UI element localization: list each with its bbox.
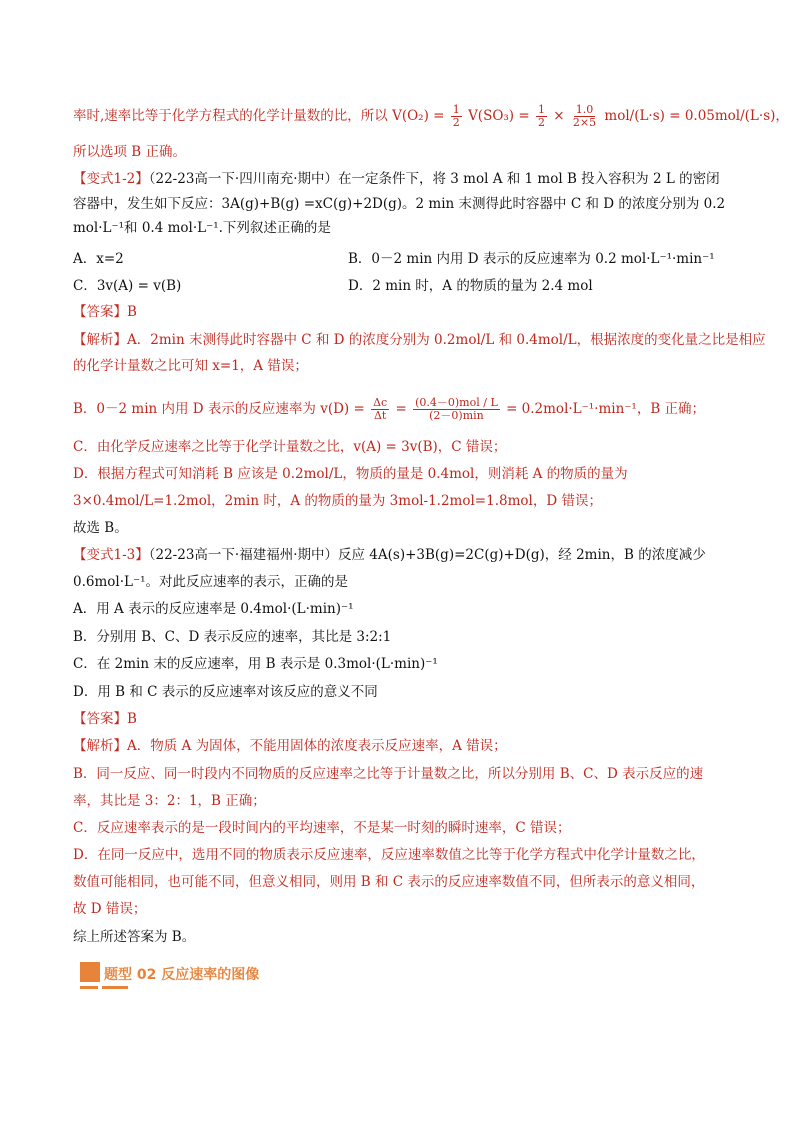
question-line: 【变式1-2】（22-23高一下·四川南充·期中）在一定条件下，将 3 mol A 和 1 mol B 投入容积为 2 L 的密闭 bbox=[73, 171, 720, 187]
question-line: 0.6mol·L⁻¹。对此反应速率的表示，正确的是 bbox=[73, 574, 349, 590]
analysis-line: D．根据方程式可知消耗 B 应该是 0.2mol/L，物质的量是 0.4mol，则消耗 A 的物质的量为 bbox=[73, 466, 628, 482]
section-marker-icon bbox=[80, 962, 100, 982]
question-line: 【变式1-3】（22-23高一下·福建福州·期中）反应 4A(s)+3B(g)=2C(g)+D(g)，经 2min，B 的浓度减少 bbox=[73, 547, 706, 563]
variant-tag: 【变式1-2】 bbox=[73, 171, 149, 187]
analysis-line: B．同一反应、同一时段内不同物质的反应速率之比等于计量数之比，所以分别用 B、C、D 表示反应的速 bbox=[73, 766, 704, 782]
rate-result: mol/(L·s) = 0.05mol/(L·s) bbox=[604, 108, 776, 124]
analysis-tag: 【解析】 bbox=[73, 738, 127, 754]
conclusion-line: 综上所述答案为 B。 bbox=[73, 929, 196, 945]
analysis-line: 率，其比是 3：2：1，B 正确； bbox=[73, 793, 266, 809]
section-number: 02 bbox=[136, 967, 157, 983]
solution-line: 所以选项 B 正确。 bbox=[73, 144, 187, 160]
analysis-line: 3×0.4mol/L=1.2mol，2min 时，A 的物质的量为 3mol-1.2mol=1.8mol，D 错误； bbox=[73, 493, 602, 509]
answer-tag: 【答案】 bbox=[73, 304, 127, 320]
answer-tag: 【答案】 bbox=[73, 711, 127, 727]
variant-tag: 【变式1-3】 bbox=[73, 547, 149, 563]
analysis-tag: 【解析】 bbox=[73, 332, 127, 348]
option-d: D．2 min 时，A 的物质的量为 2.4 mol bbox=[348, 278, 593, 294]
analysis-line: C．由化学反应速率之比等于化学计量数之比，v(A) = 3v(B)，C 错误； bbox=[73, 439, 507, 455]
option-b: B．0－2 min 内用 D 表示的反应速率为 0.2 mol·L⁻¹·min⁻¹ bbox=[348, 251, 715, 267]
analysis-line: 数值可能相同，也可能不同，但意义相同，则用 B 和 C 表示的反应速率数值不同，但所表示的意义相同， bbox=[73, 874, 705, 890]
answer-value: B bbox=[127, 711, 137, 727]
v-o2: V(O₂) bbox=[392, 108, 429, 124]
analysis-line: 【解析】A．2min 末测得此时容器中 C 和 D 的浓度分别为 0.2mol/L 和 0.4mol/L，根据浓度的变化量之比是相应 bbox=[73, 332, 766, 348]
option-c: C．在 2min 末的反应速率，用 B 表示是 0.3mol·(L·min)⁻¹ bbox=[73, 656, 438, 672]
section-label: 题型 bbox=[104, 967, 132, 983]
question-line: 容器中，发生如下反应：3A(g)+B(g) =xC(g)+2D(g)。2 min 末测得此时容器中 C 和 D 的浓度分别为 0.2 bbox=[73, 196, 726, 212]
conclusion-line: 故选 B。 bbox=[73, 520, 128, 536]
fraction-half: $\frac{1}{2}$ bbox=[452, 103, 460, 129]
analysis-line: 的化学计量数之比可知 x=1，A 错误； bbox=[73, 358, 308, 374]
option-a: A．用 A 表示的反应速率是 0.4mol·(L·min)⁻¹ bbox=[73, 601, 354, 617]
analysis-line: D．在同一反应中，选用不同的物质表示反应速率，反应速率数值之比等于化学方程式中化学计量数之比， bbox=[73, 847, 705, 863]
option-d: D．用 B 和 C 表示的反应速率对该反应的意义不同 bbox=[73, 684, 378, 700]
analysis-line: B．0－2 min 内用 D 表示的反应速率为 v(D) = $\frac{\Delta c}{\Delta t}$ = $\frac{\text{(0.4－0)mol / L}}{(2-0)\min}$ = 0.2mol·L⁻¹·min⁻¹，B 正确； bbox=[73, 396, 706, 422]
answer-line bbox=[73, 709, 137, 729]
text: 率时,速率比等于化学方程式的化学计量数的比，所以 bbox=[73, 108, 388, 124]
fraction-value: $\frac{1.0}{2\times 5}$ bbox=[572, 103, 597, 129]
fraction-half-2: $\frac{1}{2}$ bbox=[537, 103, 545, 129]
fraction-rate: $\frac{\text{(0.4－0)mol / L}}{(2-0)\min}$ bbox=[415, 396, 498, 422]
v-d: v(D) = bbox=[320, 401, 365, 417]
answer-value: B bbox=[127, 304, 137, 320]
fraction-dc-dt: $\frac{\Delta c}{\Delta t}$ bbox=[373, 396, 388, 422]
solution-line: 率时,速率比等于化学方程式的化学计量数的比，所以 V(O₂) = $\frac{1}{2}$ V(SO₃) = $\frac{1}{2}$ × $\frac{1.0}{2\times 5}$ mol/(L·s) = 0.05mol/(L·s)， bbox=[73, 103, 789, 129]
answer-line bbox=[73, 302, 137, 322]
analysis-line: 故 D 错误； bbox=[73, 901, 147, 917]
v-so3: V(SO₃) bbox=[468, 108, 515, 124]
analysis-line: 【解析】A．物质 A 为固体，不能用固体的浓度表示反应速率，A 错误； bbox=[73, 738, 507, 754]
option-c: C．3v(A) = v(B) bbox=[73, 278, 182, 294]
question-line: mol·L⁻¹和 0.4 mol·L⁻¹.下列叙述正确的是 bbox=[73, 220, 331, 236]
option-b: B．分别用 B、C、D 表示反应的速率，其比是 3:2:1 bbox=[73, 629, 392, 645]
analysis-line: C．反应速率表示的是一段时间内的平均速率，不是某一时刻的瞬时速率，C 错误； bbox=[73, 820, 571, 836]
option-a: A．x=2 bbox=[73, 251, 124, 267]
section-title: 反应速率的图像 bbox=[161, 967, 260, 983]
